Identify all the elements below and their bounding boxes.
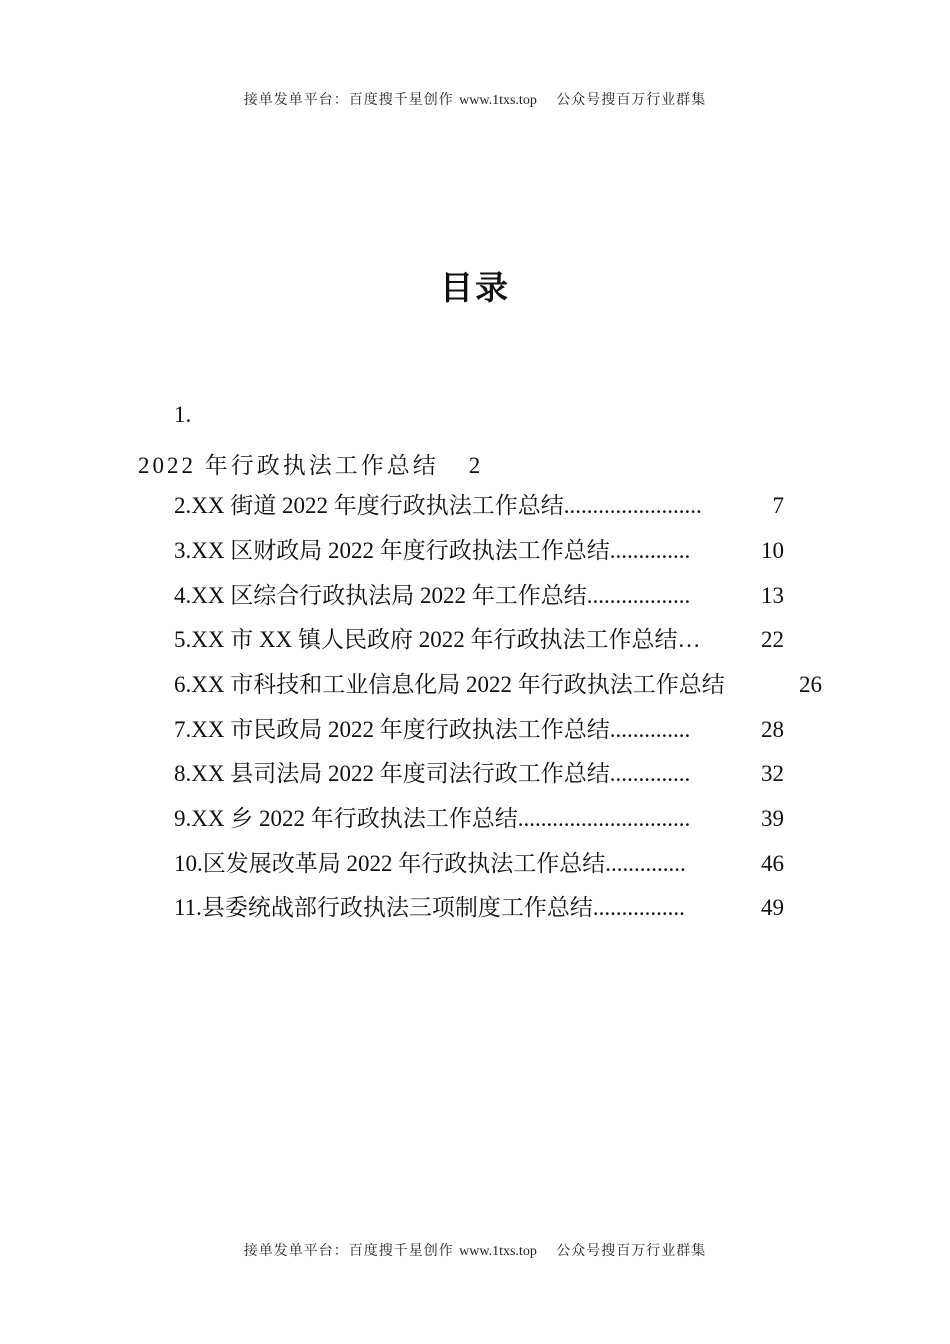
footer-suffix: 公众号搜百万行业群集 <box>556 1243 707 1259</box>
toc-item-label: 10.区发展改革局 2022 年行政执法工作总结 <box>174 851 606 876</box>
toc-item-9[interactable] <box>174 804 784 834</box>
toc-leader-dots: .............. <box>609 717 691 742</box>
toc-leader-dots: ........................ <box>563 493 702 518</box>
page-footer <box>0 1240 950 1260</box>
toc-item-2[interactable] <box>174 491 784 521</box>
header-prefix: 接单发单平台：百度搜千星创作 <box>243 92 454 108</box>
toc-leader-dots: .............. <box>609 761 691 786</box>
toc-item-page: 22 <box>761 627 784 652</box>
toc-leader-dots: .............. <box>609 538 691 563</box>
toc-item-label: 9.XX 乡 2022 年行政执法工作总结 <box>174 806 518 831</box>
toc-item-page: 26 <box>799 672 822 697</box>
toc-item-label: 6.XX 市科技和工业信息化局 2022 年行政执法工作总结 <box>174 672 725 697</box>
toc-item-label: 8.XX 县司法局 2022 年度司法行政工作总结 <box>174 761 610 786</box>
toc-item-8[interactable] <box>174 759 784 789</box>
footer-url: www.1txs.top <box>459 1244 537 1259</box>
toc-leader-dots: .................. <box>586 583 691 608</box>
toc-leader-dots: ................ <box>592 895 685 920</box>
toc-item-label: 2.XX 街道 2022 年度行政执法工作总结 <box>174 493 564 518</box>
header-url: www.1txs.top <box>459 93 537 108</box>
toc-item-page: 39 <box>761 806 784 831</box>
toc-leader-dots: .............. <box>605 851 686 876</box>
toc-item-page: 13 <box>761 583 784 608</box>
toc-item-7[interactable] <box>174 715 784 745</box>
toc-item-page: 10 <box>761 538 784 563</box>
toc-leader-dots: .............................. <box>517 806 691 831</box>
toc-item-page: 28 <box>761 717 784 742</box>
toc-item-1-number[interactable]: 1. <box>174 402 192 427</box>
header-suffix: 公众号搜百万行业群集 <box>556 92 707 108</box>
footer-prefix: 接单发单平台：百度搜千星创作 <box>243 1243 454 1259</box>
toc-item-label: 3.XX 区财政局 2022 年度行政执法工作总结 <box>174 538 610 563</box>
toc-item-6[interactable] <box>174 670 822 700</box>
toc-item-label: 5.XX 市 XX 镇人民政府 2022 年行政执法工作总结 <box>174 627 678 652</box>
toc-item-1-label: 2022 年行政执法工作总结 <box>138 453 439 478</box>
toc-item-page: 32 <box>761 761 784 786</box>
toc-item-label: 11.县委统战部行政执法三项制度工作总结 <box>174 895 593 920</box>
toc-item-3[interactable] <box>174 536 784 566</box>
toc-item-label: 4.XX 区综合行政执法局 2022 年工作总结 <box>174 583 587 608</box>
toc-item-page: 7 <box>772 493 784 518</box>
toc-item-page: 49 <box>761 895 784 920</box>
toc-item-11[interactable] <box>174 893 784 923</box>
toc-item-1-title[interactable] <box>138 447 480 480</box>
toc-item-page: 46 <box>761 851 784 876</box>
page-header <box>0 89 950 109</box>
toc-item-5[interactable] <box>174 625 784 655</box>
toc-item-1-page: 2 <box>468 453 481 478</box>
toc-item-label: 7.XX 市民政局 2022 年度行政执法工作总结 <box>174 717 610 742</box>
page-title: 目录 <box>440 268 510 307</box>
toc-item-4[interactable] <box>174 581 784 611</box>
toc-item-10[interactable] <box>174 849 784 879</box>
toc-leader-dots: … <box>677 627 701 652</box>
